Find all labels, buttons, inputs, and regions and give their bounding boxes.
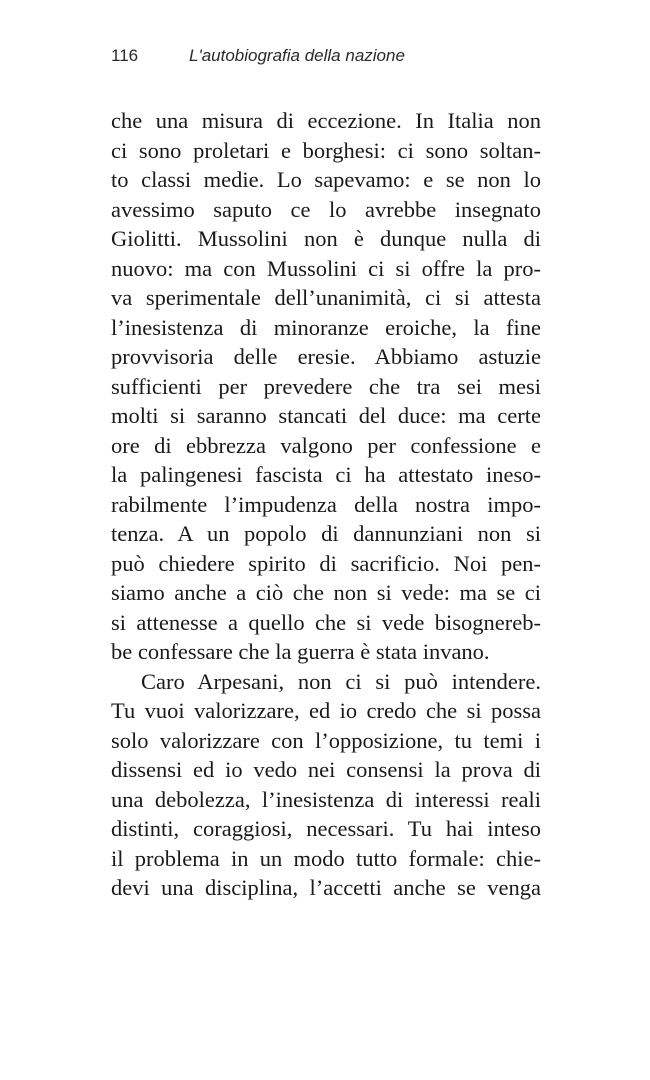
text-line: il problema in un modo tutto formale: chie- xyxy=(111,845,541,871)
text-line: si attenesse a quello che si vede bisognereb- xyxy=(111,609,541,635)
text-line: la palingenesi fascista ci ha attestato ineso- xyxy=(111,462,541,487)
text-line: che una misura di eccezione. In Italia non xyxy=(111,108,541,133)
text-line: siamo anche a ciò che non si vede: ma se ci xyxy=(111,580,541,605)
text-line: l’inesistenza di minoranze eroiche, la fine xyxy=(111,314,541,340)
text-line: nuovo: ma con Mussolini ci si offre la pro- xyxy=(111,255,541,281)
paragraph-1 xyxy=(111,106,541,667)
text-line: sufficienti per prevedere che tra sei mesi xyxy=(111,373,541,399)
text-line: Tu vuoi valorizzare, ed io credo che si possa xyxy=(111,698,541,723)
text-line: rabilmente l’impudenza della nostra impo- xyxy=(111,491,541,517)
text-line: provvisoria delle eresie. Abbiamo astuzie xyxy=(111,344,541,369)
text-line: to classi medie. Lo sapevamo: e se non lo xyxy=(111,167,541,192)
text-line: ci sono proletari e borghesi: ci sono soltan- xyxy=(111,137,541,163)
body-text xyxy=(111,106,541,903)
text-line: be confessare che la guerra è stata invano. xyxy=(111,639,490,664)
text-line: solo valorizzare con l’opposizione, tu temi i xyxy=(111,727,541,753)
text-line: distinti, coraggiosi, necessari. Tu hai inteso xyxy=(111,816,541,841)
text-line: una debolezza, l’inesistenza di interessi reali xyxy=(111,786,541,812)
text-line: Caro Arpesani, non ci si può intendere. xyxy=(141,668,541,694)
text-line: molti si saranno stancati del duce: ma certe xyxy=(111,403,541,428)
page-number: 116 xyxy=(111,46,139,65)
text-line: tenza. A un popolo di dannunziani non si xyxy=(111,521,541,546)
text-line: va sperimentale dell’unanimità, ci si attesta xyxy=(111,285,541,310)
text-line: Giolitti. Mussolini non è dunque nulla di xyxy=(111,226,541,251)
running-title: L'autobiografia della nazione xyxy=(189,46,405,65)
text-line: devi una disciplina, l’accetti anche se venga xyxy=(111,875,541,900)
running-head xyxy=(111,44,541,68)
text-line: ore di ebbrezza valgono per confessione e xyxy=(111,432,541,458)
text-line: può chiedere spirito di sacrificio. Noi pen- xyxy=(111,550,541,576)
text-line: avessimo saputo ce lo avrebbe insegnato xyxy=(111,196,541,222)
paragraph-2 xyxy=(111,667,541,903)
text-line: dissensi ed io vedo nei consensi la prova di xyxy=(111,757,541,782)
